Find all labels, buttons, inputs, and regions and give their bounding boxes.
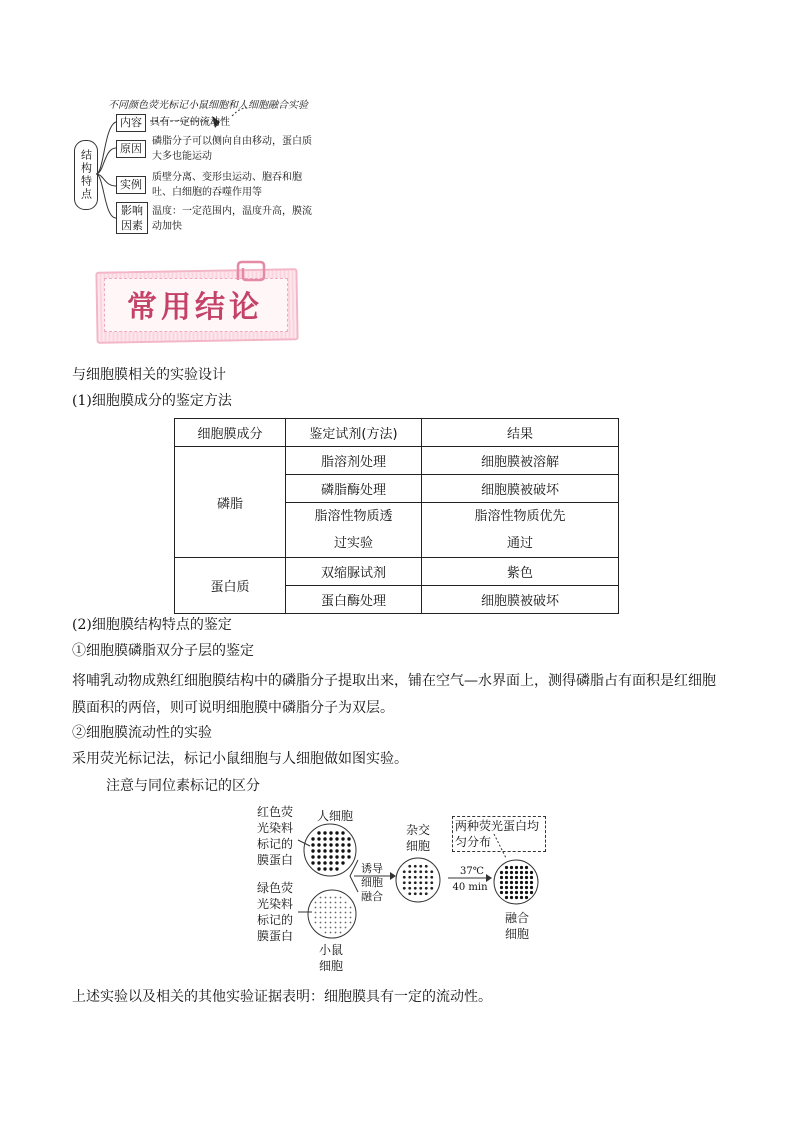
membrane-protein-dot — [311, 861, 314, 864]
membrane-protein-dot — [350, 912, 352, 914]
membrane-protein-dot — [510, 896, 513, 899]
membrane-protein-dot — [345, 927, 347, 929]
membrane-protein-dot — [335, 843, 338, 846]
membrane-protein-dot — [505, 886, 508, 889]
membrane-protein-dot — [311, 855, 314, 858]
membrane-protein-dot — [335, 902, 337, 904]
membrane-protein-dot — [510, 866, 513, 869]
membrane-protein-dot — [425, 881, 428, 884]
membrane-protein-dot — [525, 891, 528, 894]
membrane-protein-dot — [329, 831, 332, 834]
membrane-protein-dot — [323, 837, 326, 840]
membrane-protein-dot — [320, 902, 322, 904]
membrane-protein-dot — [414, 887, 417, 890]
membrane-protein-dot — [505, 871, 508, 874]
mouse-cell-label: 小鼠细胞 — [318, 943, 343, 973]
membrane-protein-dot — [530, 871, 533, 874]
membrane-protein-dot — [325, 927, 327, 929]
membrane-protein-dot — [419, 865, 422, 868]
membrane-protein-dot — [500, 876, 503, 879]
membrane-protein-dot — [323, 843, 326, 846]
membrane-protein-dot — [335, 912, 337, 914]
membrane-protein-dot — [341, 837, 344, 840]
membrane-protein-dot — [340, 902, 342, 904]
membrane-protein-dot — [347, 849, 350, 852]
membrane-protein-dot — [525, 886, 528, 889]
table-header-row — [175, 419, 619, 447]
membrane-protein-dot — [315, 922, 317, 924]
membrane-protein-dot — [323, 849, 326, 852]
membrane-protein-dot — [345, 907, 347, 909]
membrane-protein-dot — [414, 865, 417, 868]
membrane-protein-dot — [505, 876, 508, 879]
mindmap-root: 结构特点 — [74, 140, 98, 210]
membrane-protein-dot — [350, 907, 352, 909]
membrane-protein-dot — [329, 849, 332, 852]
membrane-protein-dot — [408, 870, 411, 873]
mindmap-text-example: 质壁分离、变形虫运动、胞吞和胞吐、白细胞的吞噬作用等 — [152, 172, 302, 198]
paragraph-1-text: 将哺乳动物成熟红细胞膜结构中的磷脂分子提取出来，铺在空气—水界面上，测得磷脂占有面积是红细胞膜面积的两倍，则可说明细胞膜中磷脂分子为双层。 — [72, 673, 716, 716]
membrane-protein-dot — [330, 912, 332, 914]
membrane-protein-dot — [323, 861, 326, 864]
membrane-protein-dot — [520, 881, 523, 884]
membrane-protein-dot — [500, 891, 503, 894]
membrane-protein-dot — [329, 855, 332, 858]
membrane-protein-dot — [340, 927, 342, 929]
membrane-protein-dot — [425, 892, 428, 895]
membrane-protein-dot — [315, 902, 317, 904]
induce-fusion-label: 诱导细胞融合 — [361, 862, 383, 903]
table-cell-result: 细胞膜被溶解 — [422, 447, 619, 475]
membrane-protein-dot — [335, 837, 338, 840]
membrane-protein-dot — [530, 886, 533, 889]
banner-title: 常用结论 — [127, 290, 263, 325]
membrane-protein-dot — [505, 866, 508, 869]
membrane-protein-dot — [340, 907, 342, 909]
table-row — [175, 558, 619, 586]
membrane-protein-dot — [530, 881, 533, 884]
membrane-protein-dot — [419, 892, 422, 895]
membrane-protein-dot — [335, 897, 337, 899]
membrane-protein-dot — [323, 867, 326, 870]
membrane-protein-dot — [323, 831, 326, 834]
section-title: 与细胞膜相关的实验设计 — [72, 367, 226, 383]
membrane-protein-dot — [340, 912, 342, 914]
membrane-protein-dot — [347, 843, 350, 846]
membrane-protein-dot — [515, 876, 518, 879]
membrane-protein-dot — [340, 932, 342, 934]
subsection-1-title: (1)细胞膜成分的鉴定方法 — [72, 393, 232, 409]
membrane-protein-dot — [329, 867, 332, 870]
membrane-protein-dot — [403, 870, 406, 873]
membrane-protein-dot — [320, 897, 322, 899]
membrane-protein-dot — [430, 881, 433, 884]
subsection-2-title: (2)细胞膜结构特点的鉴定 — [72, 617, 232, 633]
membrane-protein-dot — [330, 907, 332, 909]
table-header: 鉴定试剂(方法) — [286, 419, 422, 447]
membrane-protein-dot — [330, 897, 332, 899]
membrane-protein-dot — [515, 891, 518, 894]
section-banner — [96, 270, 294, 338]
table-header: 结果 — [422, 419, 619, 447]
table-cell-component: 磷脂 — [175, 447, 286, 558]
membrane-protein-dot — [425, 887, 428, 890]
membrane-protein-dot — [520, 866, 523, 869]
membrane-protein-dot — [330, 922, 332, 924]
membrane-protein-dot — [315, 907, 317, 909]
membrane-protein-dot — [341, 831, 344, 834]
membrane-protein-dot — [335, 867, 338, 870]
membrane-protein-dot — [330, 927, 332, 929]
membrane-protein-dot — [329, 843, 332, 846]
membrane-protein-dot — [430, 870, 433, 873]
membrane-protein-dot — [425, 865, 428, 868]
hybrid-cell — [396, 858, 440, 902]
membrane-protein-dot — [311, 837, 314, 840]
membrane-protein-dot — [500, 881, 503, 884]
membrane-protein-dot — [347, 855, 350, 858]
membrane-protein-dot — [350, 917, 352, 919]
membrane-protein-dot — [335, 922, 337, 924]
mindmap-text-content: 具有一定的流动性 — [150, 117, 230, 128]
membrane-protein-dot — [419, 881, 422, 884]
membrane-protein-dot — [510, 886, 513, 889]
table-row — [175, 447, 619, 475]
membrane-protein-dot — [325, 922, 327, 924]
table-cell-method: 磷脂酶处理 — [286, 475, 422, 503]
membrane-protein-dot — [320, 907, 322, 909]
membrane-protein-dot — [329, 837, 332, 840]
membrane-protein-dot — [317, 861, 320, 864]
membrane-protein-dot — [330, 932, 332, 934]
condition-time: 40 min — [452, 882, 488, 893]
paragraph-2-text: 采用荧光标记法，标记小鼠细胞与人细胞做如图实验。 — [72, 751, 408, 767]
membrane-protein-dot — [408, 887, 411, 890]
merge-arrowhead — [390, 872, 396, 880]
membrane-protein-dot — [505, 896, 508, 899]
membrane-protein-dot — [520, 871, 523, 874]
mindmap-text-reason: 磷脂分子可以侧向自由移动，蛋白质大多也能运动 — [152, 136, 312, 162]
membrane-protein-dot — [335, 927, 337, 929]
green-label: 绿色荧光染料标记的膜蛋白 — [256, 881, 293, 943]
membrane-protein-dot — [320, 912, 322, 914]
mindmap-label-content: 内容 — [116, 114, 146, 132]
membrane-protein-dot — [325, 902, 327, 904]
membrane-protein-dot — [323, 855, 326, 858]
membrane-protein-dot — [340, 917, 342, 919]
membrane-protein-dot — [500, 871, 503, 874]
membrane-protein-dot — [408, 892, 411, 895]
membrane-protein-dot — [341, 861, 344, 864]
note-text: 注意与同位素标记的区分 — [106, 778, 260, 794]
membrane-protein-dot — [403, 887, 406, 890]
membrane-protein-dot — [414, 876, 417, 879]
membrane-protein-dot — [525, 866, 528, 869]
membrane-protein-dot — [505, 891, 508, 894]
membrane-protein-dot — [340, 897, 342, 899]
mindmap-text-factor: 温度：一定范围内，温度升高，膜流动加快 — [152, 206, 312, 232]
mindmap-label-example: 实例 — [116, 176, 146, 194]
membrane-protein-dot — [317, 831, 320, 834]
membrane-protein-dot — [335, 831, 338, 834]
membrane-protein-dot — [340, 922, 342, 924]
membrane-protein-dot — [311, 843, 314, 846]
membrane-protein-dot — [408, 865, 411, 868]
membrane-protein-dot — [320, 927, 322, 929]
membrane-protein-dot — [500, 886, 503, 889]
membrane-protein-dot — [425, 870, 428, 873]
membrane-protein-dot — [525, 881, 528, 884]
membrane-protein-dot — [341, 843, 344, 846]
membrane-protein-dot — [414, 881, 417, 884]
membrane-protein-dot — [317, 855, 320, 858]
membrane-protein-dot — [317, 843, 320, 846]
membrane-protein-dot — [345, 912, 347, 914]
membrane-protein-dot — [335, 932, 337, 934]
membrane-protein-dot — [419, 887, 422, 890]
membrane-protein-dot — [520, 896, 523, 899]
membrane-protein-dot — [515, 871, 518, 874]
membrane-protein-dot — [425, 876, 428, 879]
table-cell-result: 紫色 — [422, 558, 619, 586]
membrane-protein-dot — [335, 849, 338, 852]
membrane-protein-dot — [325, 897, 327, 899]
membrane-protein-dot — [341, 855, 344, 858]
table-cell-method: 双缩脲试剂 — [286, 558, 422, 586]
membrane-protein-dot — [315, 912, 317, 914]
membrane-protein-dot — [419, 870, 422, 873]
table-cell-component: 蛋白质 — [175, 558, 286, 614]
membrane-protein-dot — [530, 891, 533, 894]
incubate-arrowhead — [486, 874, 492, 882]
membrane-protein-dot — [325, 907, 327, 909]
conclusion: 上述实验以及相关的其他实验证据表明：细胞膜具有一定的流动性。 — [72, 989, 492, 1005]
membrane-protein-dot — [530, 876, 533, 879]
membrane-protein-dot — [515, 886, 518, 889]
table-cell-method: 脂溶性物质透过实验 — [314, 509, 393, 551]
membrane-protein-dot — [341, 849, 344, 852]
membrane-protein-dot — [505, 881, 508, 884]
membrane-protein-dot — [335, 861, 338, 864]
membrane-protein-dot — [345, 917, 347, 919]
table-cell-method: 脂溶剂处理 — [286, 447, 422, 475]
membrane-protein-dot — [419, 876, 422, 879]
membrane-protein-dot — [525, 896, 528, 899]
membrane-protein-dot — [430, 876, 433, 879]
membrane-protein-dot — [325, 932, 327, 934]
membrane-protein-dot — [325, 917, 327, 919]
membrane-protein-dot — [414, 892, 417, 895]
membrane-protein-dot — [350, 922, 352, 924]
membrane-protein-dot — [515, 881, 518, 884]
table-cell-result: 细胞膜被破坏 — [422, 475, 619, 503]
membrane-protein-dot — [520, 886, 523, 889]
membrane-protein-dot — [515, 866, 518, 869]
membrane-protein-dot — [408, 876, 411, 879]
table-cell-result: 脂溶性物质优先通过 — [474, 509, 566, 551]
distribution-pointer — [494, 834, 506, 858]
membrane-protein-dot — [403, 876, 406, 879]
mindmap-label-factor: 影响因素 — [116, 202, 148, 234]
membrane-protein-dot — [525, 876, 528, 879]
membrane-protein-dot — [510, 881, 513, 884]
membrane-protein-dot — [320, 917, 322, 919]
membrane-protein-dot — [335, 917, 337, 919]
identification-table — [174, 418, 619, 614]
membrane-protein-dot — [510, 871, 513, 874]
membrane-protein-dot — [317, 837, 320, 840]
table-cell-result: 细胞膜被破坏 — [422, 586, 619, 614]
membrane-protein-dot — [403, 881, 406, 884]
membrane-protein-dot — [335, 907, 337, 909]
paragraph-2-title: ②细胞膜流动性的实验 — [72, 725, 212, 741]
diagram-shapes — [250, 796, 550, 986]
membrane-protein-dot — [347, 837, 350, 840]
condition-temp: 37℃ — [460, 866, 484, 877]
membrane-protein-dot — [520, 891, 523, 894]
membrane-protein-dot — [510, 876, 513, 879]
membrane-protein-dot — [317, 867, 320, 870]
membrane-protein-dot — [520, 876, 523, 879]
membrane-protein-dot — [525, 871, 528, 874]
hybrid-cell-label: 杂交细胞 — [405, 823, 430, 853]
membrane-protein-dot — [329, 861, 332, 864]
membrane-protein-dot — [330, 917, 332, 919]
membrane-protein-dot — [430, 887, 433, 890]
paragraph-1-title: ①细胞膜磷脂双分子层的鉴定 — [72, 643, 254, 659]
fused-cell-label: 融合细胞 — [504, 911, 529, 941]
membrane-protein-dot — [317, 849, 320, 852]
membrane-protein-dot — [315, 917, 317, 919]
membrane-protein-dot — [510, 891, 513, 894]
membrane-protein-dot — [345, 902, 347, 904]
membrane-protein-dot — [408, 881, 411, 884]
membrane-protein-dot — [320, 922, 322, 924]
membrane-protein-dot — [330, 902, 332, 904]
mindmap-annotation: 不同颜色荧光标记小鼠细胞和人细胞融合实验 — [108, 100, 308, 111]
membrane-protein-dot — [414, 870, 417, 873]
red-label: 红色荧光染料标记的膜蛋白 — [256, 805, 293, 867]
mouse-cell — [308, 890, 356, 938]
table-header: 细胞膜成分 — [175, 419, 286, 447]
membrane-protein-dot — [325, 912, 327, 914]
distribution-note: 两种荧光蛋白均匀分布 — [452, 816, 546, 852]
membrane-protein-dot — [515, 896, 518, 899]
table-cell-method: 蛋白酶处理 — [286, 586, 422, 614]
mindmap-label-reason: 原因 — [116, 140, 146, 158]
membrane-protein-dot — [335, 855, 338, 858]
membrane-protein-dot — [311, 849, 314, 852]
membrane-protein-dot — [345, 922, 347, 924]
human-cell-label: 人细胞 — [316, 809, 353, 823]
